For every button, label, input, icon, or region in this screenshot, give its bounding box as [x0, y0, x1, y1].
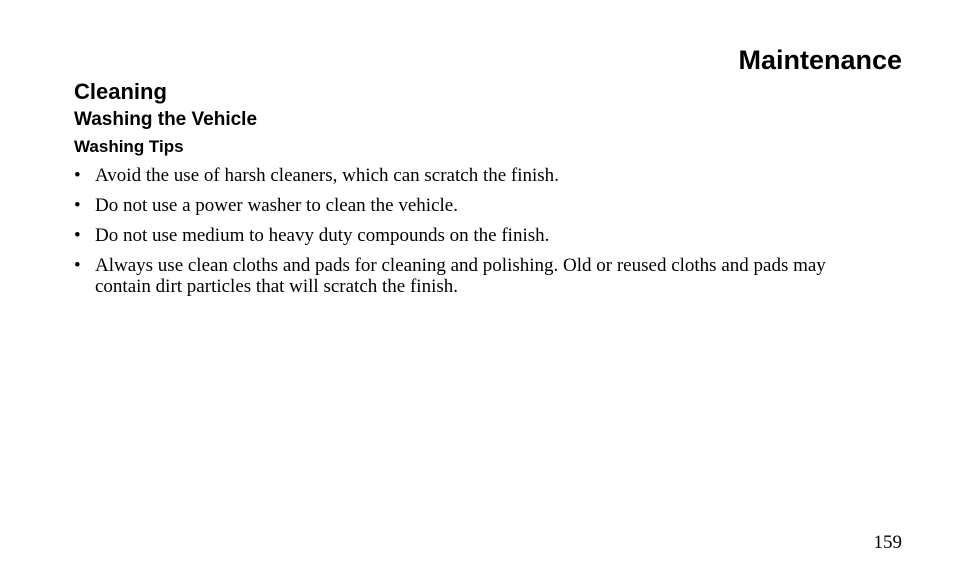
heading-washing-tips: Washing Tips — [74, 137, 184, 156]
list-item — [74, 225, 884, 246]
bullet-icon: • — [74, 225, 81, 246]
list-item — [74, 255, 884, 297]
list-item — [74, 165, 884, 186]
heading-cleaning: Cleaning — [74, 79, 167, 104]
tip-text: Always use clean cloths and pads for cleaning and polishing. Old or reused cloths and pads may contain dirt particles that will scratch the finish. — [95, 255, 826, 297]
tip-text: Do not use a power washer to clean the vehicle. — [95, 195, 458, 216]
heading-washing-the-vehicle: Washing the Vehicle — [74, 109, 258, 130]
tip-text: Do not use medium to heavy duty compounds on the finish. — [95, 225, 550, 246]
bullet-icon: • — [74, 165, 81, 186]
washing-tips-list — [74, 165, 884, 306]
tip-text: Avoid the use of harsh cleaners, which can scratch the finish. — [95, 165, 559, 186]
list-item — [74, 195, 884, 216]
bullet-icon: • — [74, 195, 81, 216]
section-title: Maintenance — [738, 45, 902, 75]
page-number: 159 — [873, 532, 902, 553]
bullet-icon: • — [74, 255, 81, 276]
